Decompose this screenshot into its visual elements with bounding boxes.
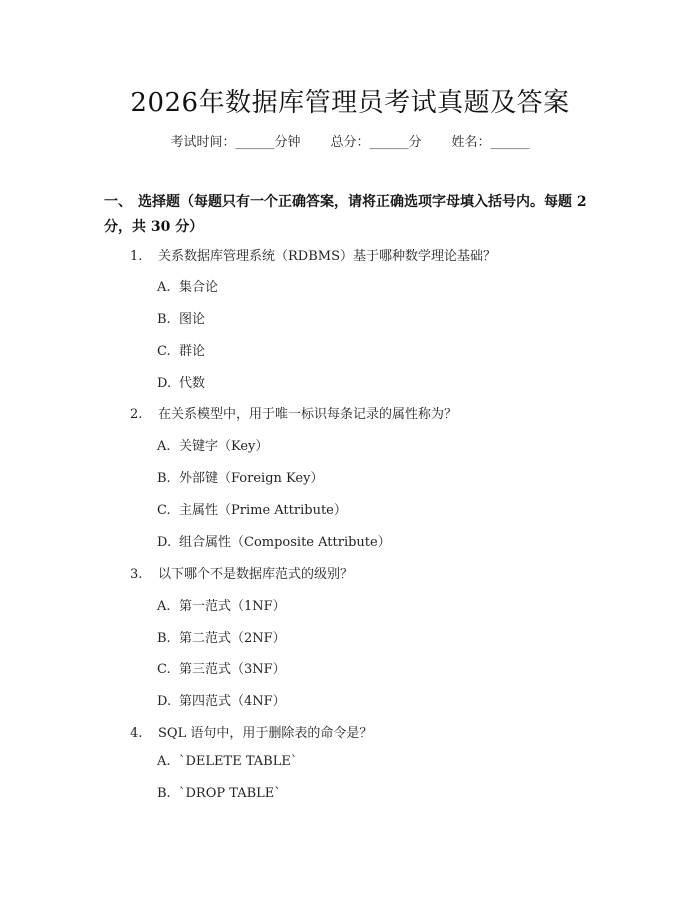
question-3 — [130, 563, 353, 582]
option-text: 第二范式（2NF） — [179, 631, 286, 646]
option-label: D. — [157, 376, 172, 391]
question-4 — [130, 722, 372, 741]
question-2 — [130, 403, 457, 422]
option-text: 组合属性（Composite Attribute） — [179, 535, 391, 550]
option-label: B. — [157, 631, 171, 646]
question-text: 关系数据库管理系统（RDBMS）基于哪种数学理论基础？ — [158, 249, 496, 264]
option-text: 代数 — [179, 376, 206, 391]
question-1-option-d — [157, 372, 205, 391]
question-2-option-c — [157, 499, 347, 518]
question-3-option-a — [157, 595, 286, 614]
section-heading — [104, 190, 594, 240]
question-2-option-a — [157, 435, 268, 454]
question-4-option-b — [157, 786, 281, 801]
option-label: A. — [157, 439, 171, 454]
option-label: C. — [157, 503, 171, 518]
option-label: A. — [157, 280, 171, 295]
option-text: 集合论 — [179, 280, 219, 295]
exam-time-field: 考试时间：______分钟 — [170, 135, 301, 150]
option-text: 第三范式（3NF） — [179, 662, 286, 677]
question-3-option-b — [157, 627, 286, 646]
question-3-option-c — [157, 658, 286, 677]
option-label: C. — [157, 344, 171, 359]
page-title: 2026年数据库管理员考试真题及答案 — [130, 88, 570, 118]
question-number: 2. — [130, 407, 143, 422]
question-2-option-d — [157, 531, 391, 550]
question-4-option-a — [157, 754, 297, 769]
option-label: B. — [157, 786, 171, 801]
question-number: 1. — [130, 249, 143, 264]
option-label: B. — [157, 471, 171, 486]
question-1-option-b — [157, 308, 205, 327]
section-number: 一、 — [104, 194, 132, 210]
option-label: C. — [157, 662, 171, 677]
question-number: 4. — [130, 726, 143, 741]
option-text: 第一范式（1NF） — [179, 599, 286, 614]
question-1-option-a — [157, 276, 218, 295]
option-label: A. — [157, 754, 171, 769]
question-1-option-c — [157, 340, 205, 359]
question-2-option-b — [157, 467, 323, 486]
question-text: 在关系模型中，用于唯一标识每条记录的属性称为？ — [158, 407, 458, 422]
total-score-field: 总分：______分 — [330, 135, 422, 150]
question-text: SQL 语句中，用于删除表的命令是？ — [158, 726, 373, 741]
option-label: A. — [157, 599, 171, 614]
option-text: 图论 — [179, 312, 206, 327]
question-number: 3. — [130, 567, 143, 582]
option-text: 外部键（Foreign Key） — [179, 471, 324, 486]
question-1 — [130, 245, 496, 264]
exam-info-line — [0, 131, 700, 150]
option-text: 主属性（Prime Attribute） — [179, 503, 347, 518]
option-text: 关键字（Key） — [179, 439, 269, 454]
option-label: D. — [157, 535, 172, 550]
option-label: B. — [157, 312, 171, 327]
name-field: 姓名：______ — [451, 135, 530, 150]
question-3-option-d — [157, 690, 286, 709]
option-text: `DELETE TABLE` — [179, 754, 298, 769]
option-text: 群论 — [179, 344, 206, 359]
section-instructions: 选择题（每题只有一个正确答案，请将正确选项字母填入括号内。每题 2 分，共 30 分） — [104, 194, 587, 235]
option-text: 第四范式（4NF） — [179, 694, 286, 709]
question-text: 以下哪个不是数据库范式的级别？ — [158, 567, 354, 582]
option-text: `DROP TABLE` — [179, 786, 281, 801]
option-label: D. — [157, 694, 172, 709]
